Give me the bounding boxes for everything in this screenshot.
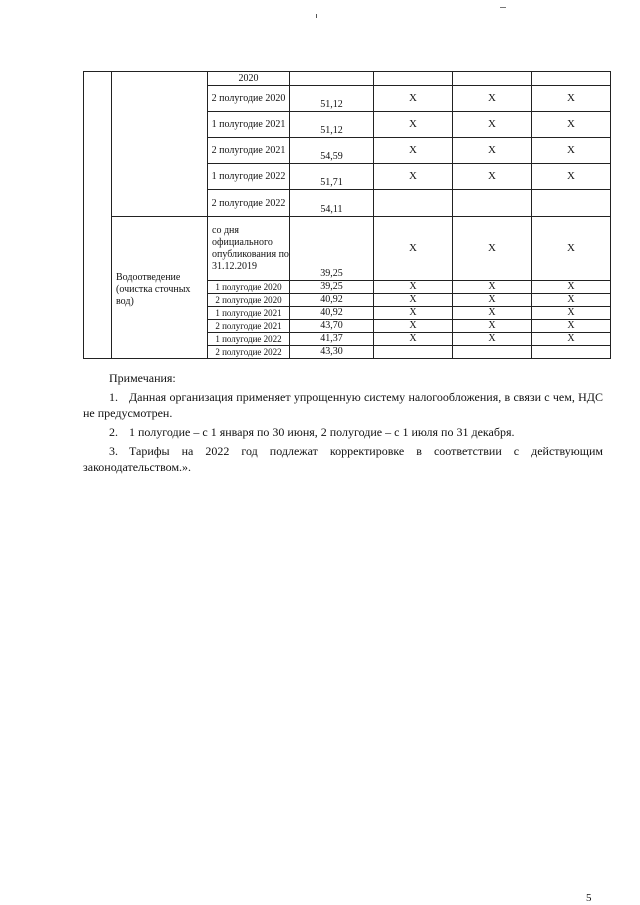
mark-cell [374,190,453,217]
mark-cell: Х [374,307,453,320]
note-item [83,443,603,475]
period-cell: со дня официального опубликования по 31.12.2019 [208,217,290,281]
mark-cell: Х [374,320,453,333]
note-text: Тарифы на 2022 год подлежат корректировке в соответствии с действующим законодательством.». [83,444,603,474]
note-item [83,389,603,421]
mark-cell: Х [374,112,453,138]
tariff-value: 54,59 [290,138,374,164]
tariff-value: 54,11 [290,190,374,217]
mark-cell [453,190,532,217]
mark-cell: Х [453,86,532,112]
mark-cell: Х [453,333,532,346]
note-number: 2. [109,425,118,439]
service-name-line: вод) [116,296,134,307]
tariff-table [83,71,611,359]
notes-section [83,370,603,475]
period-cell: 1 полугодие 2022 [208,333,290,346]
period-cell: 1 полугодие 2020 [208,281,290,294]
period-cell: 2 полугодие 2021 [208,138,290,164]
tariff-value: 39,25 [290,281,374,294]
note-item [83,424,603,440]
mark-cell: Х [532,281,611,294]
mark-cell: Х [532,333,611,346]
mark-cell: Х [453,112,532,138]
mark-cell: Х [532,320,611,333]
tariff-value: 51,12 [290,112,374,138]
tariff-value: 41,37 [290,333,374,346]
mark-cell: Х [374,138,453,164]
number-cell [84,72,112,359]
tariff-value: 40,92 [290,294,374,307]
period-cell: 1 полугодие 2022 [208,164,290,190]
scan-speck [316,14,317,18]
mark-cell: Х [532,112,611,138]
mark-cell: Х [374,164,453,190]
mark-cell: Х [453,281,532,294]
mark-cell [453,72,532,86]
mark-cell: Х [532,164,611,190]
period-cell: 2 полугодие 2020 [208,294,290,307]
tariff-value: 51,12 [290,86,374,112]
mark-cell: Х [532,217,611,281]
scan-speck [500,7,506,8]
mark-cell: Х [374,86,453,112]
mark-cell: Х [374,217,453,281]
mark-cell: Х [532,138,611,164]
mark-cell: Х [532,294,611,307]
service-name-line: Водоотведение [116,272,181,283]
service-name-line: (очистка сточных [116,284,191,295]
mark-cell [374,72,453,86]
mark-cell: Х [453,320,532,333]
table-row [84,217,611,281]
mark-cell: Х [453,307,532,320]
mark-cell: Х [532,86,611,112]
mark-cell [532,72,611,86]
mark-cell: Х [374,333,453,346]
tariff-value [290,72,374,86]
service-name-cell [112,217,208,359]
mark-cell: Х [532,307,611,320]
tariff-value: 39,25 [290,217,374,281]
period-cell: 2 полугодие 2021 [208,320,290,333]
mark-cell: Х [374,294,453,307]
mark-cell [532,346,611,359]
period-cell: 2 полугодие 2020 [208,86,290,112]
tariff-value: 43,30 [290,346,374,359]
mark-cell: Х [453,294,532,307]
service-cell-continued [112,72,208,217]
period-cell: 1 полугодие 2021 [208,307,290,320]
mark-cell: Х [453,217,532,281]
mark-cell: Х [453,164,532,190]
mark-cell: Х [374,281,453,294]
tariff-value: 40,92 [290,307,374,320]
mark-cell: Х [453,138,532,164]
period-cell: 1 полугодие 2021 [208,112,290,138]
period-cell: 2 полугодие 2022 [208,190,290,217]
note-number: 1. [109,390,118,404]
note-text: 1 полугодие – с 1 января по 30 июня, 2 полугодие – с 1 июля по 31 декабря. [129,425,515,439]
note-number: 3. [109,444,118,458]
period-cell: 2020 [208,72,290,86]
period-cell: 2 полугодие 2022 [208,346,290,359]
mark-cell [532,190,611,217]
tariff-value: 51,71 [290,164,374,190]
page-number: 5 [586,892,592,904]
tariff-value: 43,70 [290,320,374,333]
mark-cell [453,346,532,359]
notes-title: Примечания: [109,371,176,385]
mark-cell [374,346,453,359]
table-row [84,72,611,86]
note-text: Данная организация применяет упрощенную систему налогообложения, в связи с чем, НДС не предусмотрен. [83,390,603,420]
